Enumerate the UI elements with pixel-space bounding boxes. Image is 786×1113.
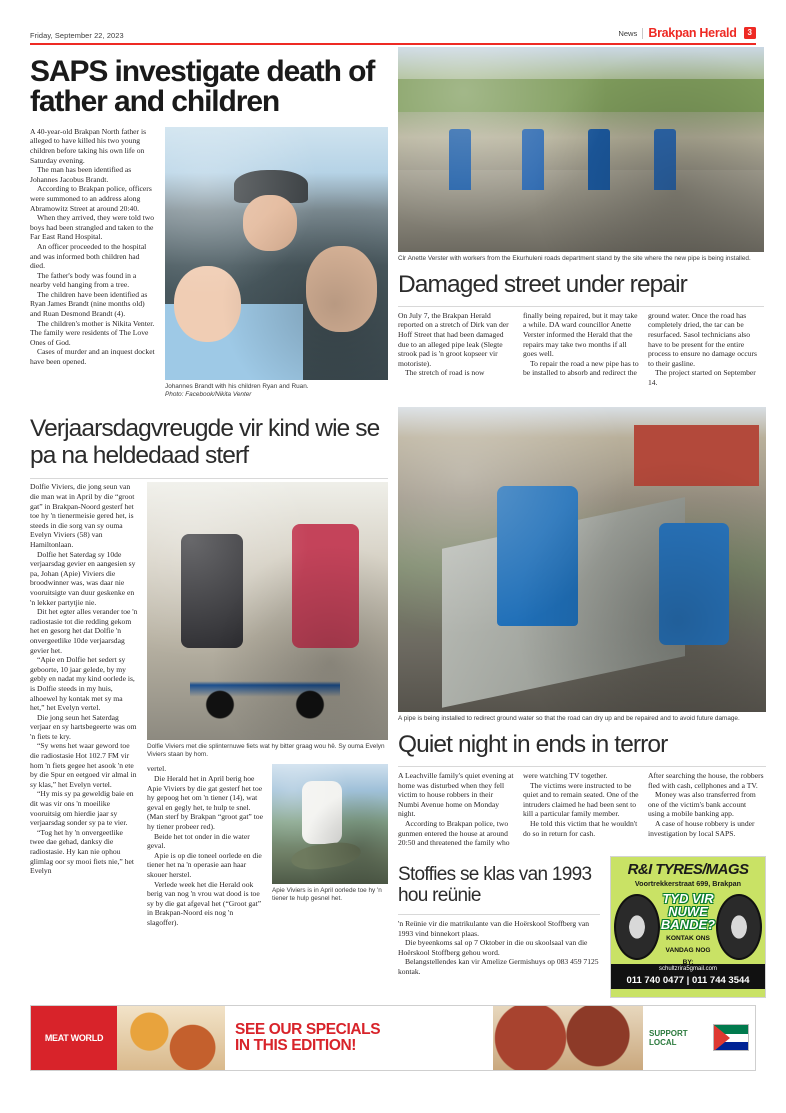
photo-pipe-trench — [398, 407, 766, 712]
road-photo-caption: Clr Anette Verster with workers from the Ekurhuleni roads department stand by the site where the new pipe is being installed. — [398, 254, 751, 262]
advert-title: R&I TYRES/MAGS — [627, 860, 749, 878]
caption-text: Johannes Brandt with his children Ryan and Ruan. — [165, 382, 309, 390]
paragraph: “Tog het hy 'n onvergeetlike twee dae gehad, danksy die radiostasie. Hy kan nie ophou glimlag oor sy mooi fiets nie,” het Evelyn — [30, 827, 134, 876]
damaged-col-1 — [398, 311, 514, 388]
paragraph: A case of house robbery is under investigation by local SAPS. — [648, 818, 755, 838]
fish-photo-block — [272, 764, 388, 927]
damaged-col-2 — [523, 311, 639, 388]
saps-text-column — [30, 127, 156, 399]
saps-photo-caption — [165, 383, 388, 399]
paragraph: Belangstellendes kan vir Amelize Germishuys op 083 459 7125 kontak. — [398, 957, 599, 977]
verjaarsdag-headline: Verjaarsdagvreugde vir kind wie se pa na heldedaad sterf — [30, 414, 380, 470]
article-verjaarsdag — [30, 407, 388, 998]
paragraph: Dit het egter alles verander toe 'n radiostasie tot die redding gekom het en gesorg het dat Dolfie 'n onvergeetlike 10de verjaarsdag gevier het. — [30, 607, 138, 655]
section-rule — [398, 766, 766, 767]
paragraph: Die Herald het in April berig hoe Apie Viviers by die gat gesterf het toe hy gepoog het om 'n tiener (14), wat geval en gegly het, te hulp te snel. (Man sterf by Brakpan “groot gat” toe hy tiener probeer red). — [147, 774, 263, 832]
paragraph: The children's mother is Nikita Venter. The family were residents of The Love Ones of God. — [30, 318, 155, 347]
publication-title: Brakpan Herald — [648, 26, 737, 40]
bike-photo-caption: Dolfie Viviers met die splinternuwe fiets wat hy bitter graag wou hê. Sy ouma Evelyn Viviers staan by hom. — [147, 743, 385, 759]
verjaarsdag-col-1 — [30, 482, 138, 927]
paragraph: The father's body was found in a nearby veld hanging from a tree. — [30, 270, 137, 290]
paragraph: “Hy mis sy pa geweldig baie en dit was vir ons 'n moeilike vooruitsig om hierdie jaar sy verjaarsdag sonder sy pa te vier. — [30, 789, 134, 828]
damaged-street-headline: Damaged street under repair — [398, 270, 687, 298]
burst-line-2: NUWE — [668, 903, 708, 919]
advert-address: Voortrekkerstraat 699, Brakpan — [634, 878, 742, 888]
article-damaged-street — [398, 47, 764, 399]
paragraph: Beide het tot onder in die water geval. — [147, 831, 250, 851]
photo-road-workers — [398, 47, 764, 252]
right-middle-column — [398, 407, 766, 998]
paragraph: vertel. — [147, 764, 167, 774]
trench-photo-caption: A pipe is being installed to redirect ground water so that the road can dry up and be repaired and to avoid future damage. — [398, 714, 740, 722]
meat-world-logo — [31, 1006, 117, 1070]
quiet-night-headline: Quiet night in ends in terror — [398, 730, 668, 758]
photo-brandt-family — [165, 127, 388, 380]
paragraph: Die jong seun het Saterdag verjaar en sy hartsbegeerte was om 'n fiets te kry. — [30, 712, 137, 741]
masthead-right — [618, 26, 756, 40]
paragraph: Money was also transferred from one of the victim's bank account using a mobile banking app. — [648, 790, 756, 819]
photo-apie-viviers — [272, 764, 388, 884]
specials-banner[interactable] — [30, 1005, 756, 1071]
paragraph: The man has been identified as Johannes Jacobus Brandt. — [30, 165, 132, 184]
paragraph: The children have been identified as Ryan James Brandt (nine months old) and Ruan Desmond Brandt (4). — [30, 289, 148, 319]
masthead-rule — [30, 43, 756, 45]
paragraph: Die byeenkoms sal op 7 Oktober in die ou skoolsaal van die Hoërskool Stoffberg gehou word. — [398, 938, 588, 957]
paragraph: On July 7, the Brakpan Herald reported on a stretch of Dirk van der Hoff Street that had been damaged due to an alleged pipe leak (Slegte strook pad is 'n groot kopseer vir motoriste). — [398, 310, 509, 368]
advert-email[interactable]: schultzrira5gmail.com — [611, 964, 765, 974]
damaged-col-3 — [648, 311, 764, 388]
paragraph: were watching TV together. — [523, 771, 608, 781]
article-saps — [30, 47, 388, 399]
paragraph: “Sy wens het waar geword toe die radiostasie Hot 102.7 FM vir hom 'n fiets gegee het asook 'n ete by die Spur en eetgoed vir almal in sy klas,” het Evelyn vertel. — [30, 741, 137, 789]
paragraph: Dolfie Viviers, die jong seun van die man wat in April by die “groot gat” in Brakpan-Noord gesterf het toe hy 'n tienermeisie gered het, is steeds in die sorg van sy ouma Evelyn Viviers (58) van Hamiltonlaan. — [30, 482, 135, 550]
paragraph: To repair the road a new pipe has to be installed to absorb and redirect the — [523, 358, 639, 378]
caption-credit: Photo: Facebook/Nikita Venter — [165, 390, 252, 398]
advert-phones[interactable]: 011 740 0477 | 011 744 3544 — [611, 974, 765, 989]
fish-photo-caption: Apie Viviers is in April oorlede toe hy 'n tiener te hulp gesnel het. — [272, 887, 382, 903]
burst-line-1: TYD VIR — [662, 890, 714, 906]
paragraph: The project started on September 14. — [648, 368, 756, 387]
paragraph: The victims were instructed to be quiet and to remain seated. One of the intruders claimed he had been sent to kill a particular family member. — [523, 780, 639, 819]
paragraph: A Leachville family's quiet evening at home was disturbed when they fell victim to house robbers in their Numbi Avenue home on Monday night. — [398, 771, 514, 819]
paragraph: ground water. Once the road has completely dried, the tar can be resurfaced. Sasol technicians also have to be present for the entire process to ensure no damage occurs to their gasline. — [648, 310, 758, 368]
paragraph: A 40-year-old Brakpan North father is alleged to have killed his two young children before taking his own life on Saturday evening. — [30, 126, 147, 165]
stoffies-text — [398, 919, 600, 977]
burst-line-3: BANDE? — [660, 916, 716, 932]
section-rule — [398, 306, 764, 307]
paragraph: “Apie en Dolfie het sedert sy geboorte, 10 jaar gelede, by my gebly en nadat my kind oorlede is, is Dolfie steeds in my huis, alhoewel hy kontak met sy ma het,” het Evelyn vertel. — [30, 655, 135, 713]
banner-line-1: SEE OUR SPECIALS — [235, 1020, 381, 1038]
cta-line-2: VANDAG NOG — [665, 946, 711, 954]
south-africa-flag-icon — [713, 1024, 749, 1051]
saps-photo-block — [165, 127, 388, 399]
paragraph: Dolfie het Saterdag sy 10de verjaarsdag gevier en aangesien sy pa, Johan (Apie) Viviers die broodwinner was, was daar nie vooruitsigte van duur geskenke en 'n lekker partytjie nie. — [30, 549, 136, 607]
verjaarsdag-col-2 — [147, 764, 263, 927]
masthead-divider — [642, 28, 643, 39]
saps-headline: SAPS investigate death of father and children — [30, 54, 375, 119]
verjaarsdag-right — [147, 482, 388, 927]
quiet-col-3 — [648, 771, 764, 848]
paragraph: Verlede week het die Herald ook berig van nog 'n vrou wat dood is toe sy by die gat afgeval het (“Groot gat” in Brakpan-Noord eis nog 'n slagoffer). — [147, 879, 262, 927]
paragraph: According to Brakpan police, officers were summoned to an address along Abramowitz Street at around 20:40. — [30, 184, 152, 213]
cta-line-1: KONTAK ONS — [666, 934, 710, 942]
advert-graphics — [611, 890, 765, 964]
paragraph: 'n Reünie vir die matrikulante van die Hoërskool Stoffberg van 1993 vind binnekort plaas. — [398, 919, 590, 938]
paragraph: After searching the house, the robbers fled with cash, cellphones and a TV. — [648, 771, 764, 790]
meat-world-label: MEAT WORLD — [44, 1032, 104, 1043]
section-label: News — [618, 28, 638, 38]
support-local-label: SUPPORT LOCAL — [649, 1028, 688, 1047]
paragraph: finally being repaired, but it may take a while. DA ward councillor Anette Verster informed the Herald that the repairs may take two months if all goes well. — [523, 310, 638, 359]
advert-ri-tyres[interactable] — [610, 856, 766, 998]
paragraph: According to Brakpan police, two gunmen entered the house at around 20:50 and threatened the family who — [398, 818, 510, 848]
paragraph: He told this victim that he wouldn't do so in return for cash. — [523, 818, 638, 838]
paragraph: The stretch of road is now — [405, 368, 485, 378]
paragraph: Cases of murder and an inquest docket have been opened. — [30, 347, 155, 367]
support-local-block — [643, 1006, 755, 1070]
page-number-badge: 3 — [744, 27, 756, 39]
section-rule — [30, 478, 388, 479]
paragraph: When they arrived, they were told two boys had been strangled and taken to the Far East Rand Hospital. — [30, 213, 155, 242]
banner-line-2: IN THIS EDITION! — [235, 1036, 357, 1054]
cta-line-3: BY: — [682, 958, 694, 966]
banner-text — [225, 1006, 493, 1070]
banner-meat-photo — [493, 1006, 643, 1070]
quiet-col-1 — [398, 771, 514, 848]
photo-dolfie-bike — [147, 482, 388, 740]
paragraph: An officer proceeded to the hospital and was informed both children had died. — [30, 241, 147, 271]
quiet-col-2 — [523, 771, 639, 848]
article-stoffies — [398, 856, 600, 998]
banner-food-photo — [117, 1006, 225, 1070]
publication-date: Friday, September 22, 2023 — [30, 31, 124, 40]
section-rule — [398, 914, 600, 915]
masthead — [30, 0, 756, 43]
paragraph: Apie is op die toneel oorlede en die tiener het na 'n operasie aan haar skouer herstel. — [147, 850, 262, 879]
stoffies-headline: Stoffies se klas van 1993 hou reünie — [398, 863, 592, 907]
advert-burst — [640, 892, 736, 967]
